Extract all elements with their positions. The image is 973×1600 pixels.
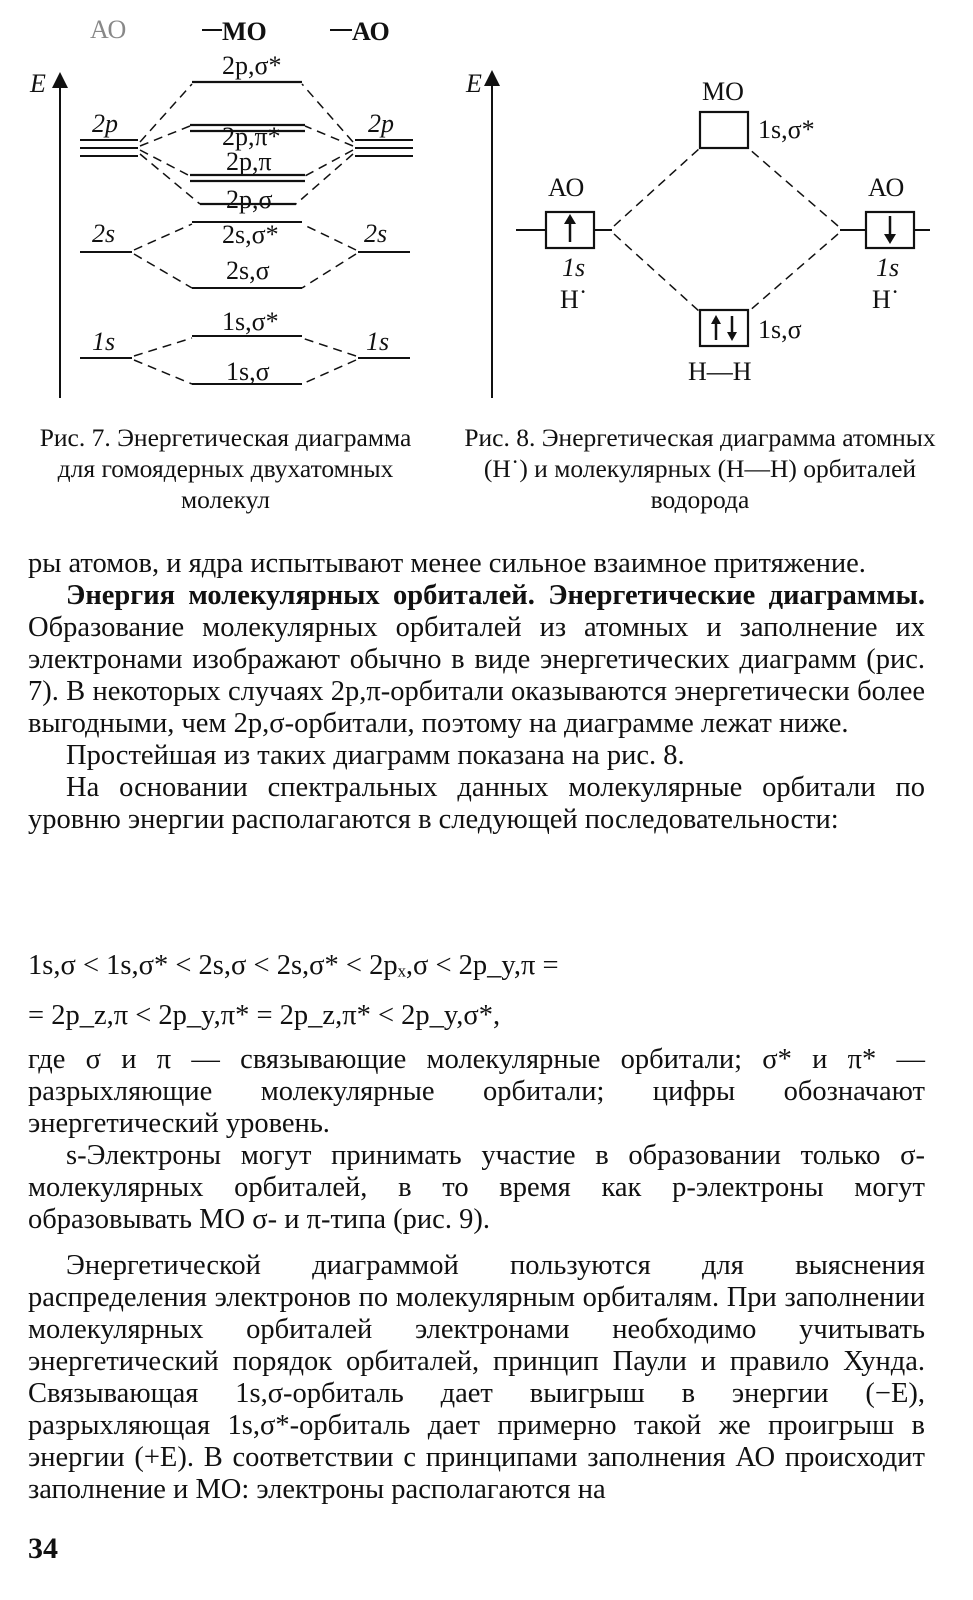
fig8-mo-header: МО: [702, 77, 744, 106]
fig7-label-mo-2s-sigma-star: 2s,σ*: [222, 220, 279, 249]
section-paragraph: [28, 580, 925, 740]
fig8-antibonding-label: 1s,σ*: [758, 115, 815, 144]
fig8-mo-bonding-box: [700, 310, 748, 346]
section-paragraph-text: Образование молекулярных орбиталей из атомных и заполнение их электронами изображают обычно в виде энергетических диаграмм (рис. 7). В некоторых случаях 2p,π-орбитали оказываются энергетически более выгодными, чем 2p,σ-орбитали, поэтому на диаграмме лежат ниже.: [28, 612, 925, 739]
electron-pair-icon: [711, 315, 737, 341]
page-number: 34: [28, 1532, 58, 1565]
figure-7-caption: Рис. 7. Энергетическая диаграмма для гомоядерных двухатомных молекул: [39, 423, 412, 514]
fig8-ao-right-label: 1s: [876, 253, 900, 282]
paragraph-spectral-data: На основании спектральных данных молекулярные орбитали по уровню энергии располагаются в следующей последовательности:: [28, 772, 925, 835]
fig7-label-1s-right: 1s: [366, 327, 390, 356]
fig8-molecule-label: H—H: [688, 357, 752, 386]
fig7-label-2p-right: 2p: [368, 109, 394, 138]
fig8-ao-left-label: 1s: [562, 253, 586, 282]
fig7-header-ao-left: АО: [90, 15, 127, 44]
fig7-label-mo-1s-sigma: 1s,σ: [226, 357, 270, 386]
fig7-label-mo-1s-sigma-star: 1s,σ*: [222, 307, 279, 336]
fig7-header-mo: МО: [222, 17, 267, 46]
paragraph-definitions: где σ и π — связывающие молекулярные орбитали; σ* и π* — разрыхляющие молекулярные орбитали; цифры обозначают энергетический уровень.: [28, 1044, 925, 1139]
paragraph-s-electrons: s-Электроны могут принимать участие в образовании только σ-молекулярных орбиталей, в то время как p-электроны могут образовывать МО σ- и π-типа (рис. 9).: [28, 1140, 925, 1235]
figure-7-diagram: [29, 15, 413, 398]
fig7-label-mo-2p-sigma: 2p,σ: [226, 185, 273, 214]
fig7-ao-2p-left: [80, 140, 138, 156]
fig7-label-2s-left: 2s: [92, 219, 116, 248]
figure-8-caption: Рис. 8. Энергетическая диаграмма атомных (H˙) и молекулярных (H—H) орбиталей водорода: [464, 423, 936, 514]
fig8-mo-antibonding-box: [700, 112, 748, 148]
paragraph-continuation: ры атомов, и ядра испытывают менее сильное взаимное притяжение.: [28, 548, 866, 579]
fig7-ao-2p-right: [355, 140, 413, 156]
fig7-header-ao-right: АО: [352, 17, 390, 46]
fig7-label-2s-right: 2s: [364, 219, 388, 248]
fig7-label-mo-2p-pi-star: 2p,π*: [222, 122, 281, 151]
formula-line-1: 1s,σ < 1s,σ* < 2s,σ < 2s,σ* < 2pₓ,σ < 2p_y,π =: [28, 950, 559, 981]
fig7-label-1s-left: 1s: [92, 327, 116, 356]
fig7-label-mo-2s-sigma: 2s,σ: [226, 256, 270, 285]
body-text-bottom: [28, 1044, 925, 1506]
fig8-ao-right-header: АО: [868, 173, 905, 202]
fig8-ao-left-header: АО: [548, 173, 585, 202]
fig7-label-mo-2p-pi: 2p,π: [226, 147, 272, 176]
fig7-energy-label: E: [30, 69, 46, 98]
fig8-atom-left: H˙: [560, 285, 588, 314]
figure-8-diagram: [465, 69, 930, 398]
fig7-label-mo-2p-sigma-star: 2p,σ*: [222, 51, 282, 80]
section-heading: Энергия молекулярных орбиталей. Энергетические диаграммы.: [66, 580, 925, 611]
fig8-energy-label: E: [466, 69, 482, 98]
paragraph-simple-diagram: Простейшая из таких диаграмм показана на рис. 8.: [66, 740, 685, 771]
figures-area: [0, 0, 973, 420]
fig8-bonding-label: 1s,σ: [758, 315, 802, 344]
fig7-label-2p-left: 2p: [92, 109, 118, 138]
body-text-top: [28, 548, 925, 836]
fig8-atom-right: H˙: [872, 285, 900, 314]
formula-block: [28, 950, 925, 1032]
formula-line-2: = 2p_z,π < 2p_y,π* = 2p_z,π* < 2p_y,σ*,: [28, 1000, 501, 1031]
electron-up-arrow-icon: [564, 214, 576, 242]
paragraph-energy-diagram: Энергетической диаграммой пользуются для выяснения распределения электронов по молекулярным орбиталям. При заполнении молекулярных орбиталей электронами необходимо учитывать энергетический порядок орбиталей, принцип Паули и правило Хунда. Связывающая 1s,σ-орбиталь дает выигрыш в энергии (−E), разрыхляющая 1s,σ*-орбиталь дает примерно такой же проигрыш в энергии (+E). В соответствии с принципами заполнения АО происходит заполнение и МО: электроны располагаются на: [28, 1250, 925, 1505]
electron-down-arrow-icon: [884, 216, 896, 244]
